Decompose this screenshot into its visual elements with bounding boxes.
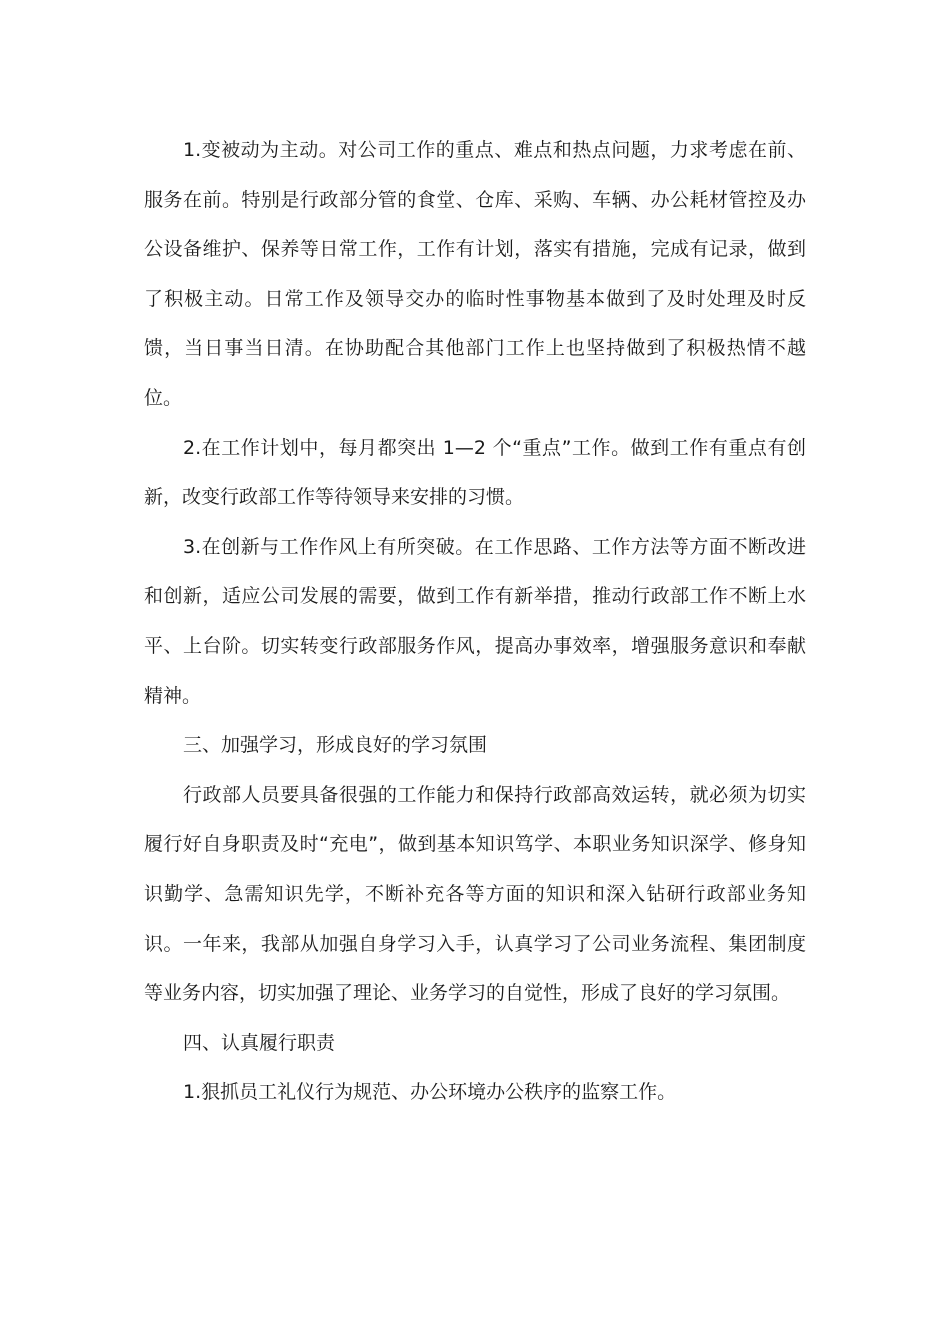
section-heading-learning: 三、加强学习，形成良好的学习氛围 [183,734,488,757]
paragraph-learning: 行政部人员要具备很强的工作能力和保持行政部高效运转，就必须为切实履行好自身职责及时“充电”，做到基本知识笃学、本职业务知识深学、修身知识勤学、急需知识先学，不断补充各等方面的知识和深入钻研行政部业务知识。一年来，我部从加强自身学习入手，认真学习了公司业务流程、集团制度等业务内容，切实加强了理论、业务学习的自觉性，形成了良好的学习氛围。 [144,783,806,1005]
paragraph-proactive-service: 1.变被动为主动。对公司工作的重点、难点和热点问题，力求考虑在前、服务在前。特别是行政部分管的食堂、仓库、采购、车辆、办公耗材管控及办公设备维护、保养等日常工作，工作有计划，落实有措施，完成有记录，做到了积极主动。日常工作及领导交办的临时性事物基本做到了及时处理及时反馈，当日事当日清。在协助配合其他部门工作上也坚持做到了积极热情不越位。 [144,139,806,409]
section-heading-duties: 四、认真履行职责 [183,1031,336,1054]
document-body [144,126,806,1118]
paragraph-etiquette-supervision: 1.狠抓员工礼仪行为规范、办公环境办公秩序的监察工作。 [183,1081,677,1104]
paragraph-monthly-focus: 2.在工作计划中，每月都突出 1—2 个“重点”工作。做到工作有重点有创新，改变行政部工作等待领导来安排的习惯。 [144,436,806,509]
paragraph-innovation: 3.在创新与工作作风上有所突破。在工作思路、工作方法等方面不断改进和创新，适应公司发展的需要，做到工作有新举措，推动行政部工作不断上水平、上台阶。切实转变行政部服务作风，提高办事效率，增强服务意识和奉献精神。 [144,535,806,707]
